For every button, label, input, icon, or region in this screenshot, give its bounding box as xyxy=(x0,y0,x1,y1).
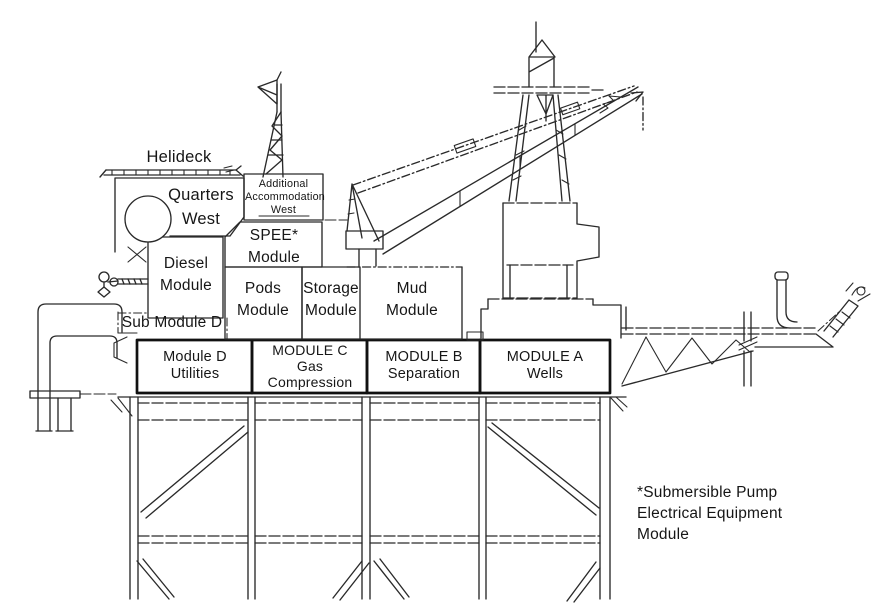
derrick-base xyxy=(503,203,599,298)
antenna-dish-icon xyxy=(258,80,277,104)
label-module-b xyxy=(369,349,479,383)
label-line: Mud xyxy=(396,280,428,297)
label-line: Module xyxy=(236,302,290,319)
label-additional-accommodation-west xyxy=(245,178,326,217)
label-line: Separation xyxy=(387,366,461,382)
valve-fittings xyxy=(98,272,148,297)
crane-cables xyxy=(353,86,637,193)
helideck-structure xyxy=(100,166,243,177)
derrick-legs xyxy=(509,95,570,201)
label-line: MODULE A xyxy=(506,349,584,365)
jacket-structure xyxy=(111,397,627,602)
label-line: Module xyxy=(385,302,439,319)
label-spee-module xyxy=(235,225,313,269)
footnote-line: Electrical Equipment xyxy=(637,505,783,522)
derrick-substructure xyxy=(481,299,626,338)
label-line: Quarters xyxy=(168,186,234,204)
label-line: Storage xyxy=(303,280,359,297)
vent-pipe xyxy=(777,280,797,328)
label-line: Additional xyxy=(258,178,309,190)
label-line: Gas xyxy=(296,358,324,374)
flare-boom-chord xyxy=(622,351,753,386)
label-line: Compression xyxy=(267,374,353,390)
label-line: Module xyxy=(247,249,301,266)
label-line: Module xyxy=(159,277,213,294)
label-module-a xyxy=(482,349,608,383)
label-line: SPEE* xyxy=(249,227,299,244)
label-module-c xyxy=(254,342,366,390)
label-line: Accommodation xyxy=(245,191,326,203)
crane-pedestal xyxy=(346,231,383,249)
deck-west-tip xyxy=(114,337,127,363)
label-line: Diesel xyxy=(163,255,209,272)
drilling-derrick xyxy=(467,22,626,340)
footnote xyxy=(637,482,852,545)
crane-a-frame xyxy=(347,184,379,241)
label-diesel-module xyxy=(146,253,226,297)
label-line: MODULE C xyxy=(272,342,348,358)
comms-tower xyxy=(258,72,283,177)
label-line: Utilities xyxy=(170,366,220,382)
label-line: Wells xyxy=(526,366,564,382)
east-walkway xyxy=(622,328,816,334)
label-line: Pods xyxy=(244,280,282,297)
label-line: Module D xyxy=(163,349,227,365)
label-mud-module xyxy=(372,278,452,322)
flare-boom xyxy=(622,272,870,386)
west-pipes xyxy=(30,304,122,431)
label-line: Module xyxy=(304,302,358,319)
label-line: West xyxy=(270,204,297,216)
label-module-d xyxy=(139,349,251,383)
gin-pole xyxy=(529,40,555,87)
label-line: West xyxy=(181,210,221,228)
label-line: Sub Module D xyxy=(121,314,223,331)
label-storage-module xyxy=(292,278,370,322)
vent-pipe-cap xyxy=(775,272,788,280)
label-pods-module xyxy=(224,278,302,322)
label-quarters-west xyxy=(148,183,254,231)
footnote-line: *Submersible Pump xyxy=(637,484,778,501)
footnote-line: Module xyxy=(637,526,690,543)
riser-pipe xyxy=(744,312,751,386)
label-sub-module-d xyxy=(112,314,232,332)
flare-tip xyxy=(824,300,858,337)
label-line: MODULE B xyxy=(385,349,463,365)
label-line: Helideck xyxy=(146,148,212,166)
label-helideck xyxy=(136,148,222,167)
